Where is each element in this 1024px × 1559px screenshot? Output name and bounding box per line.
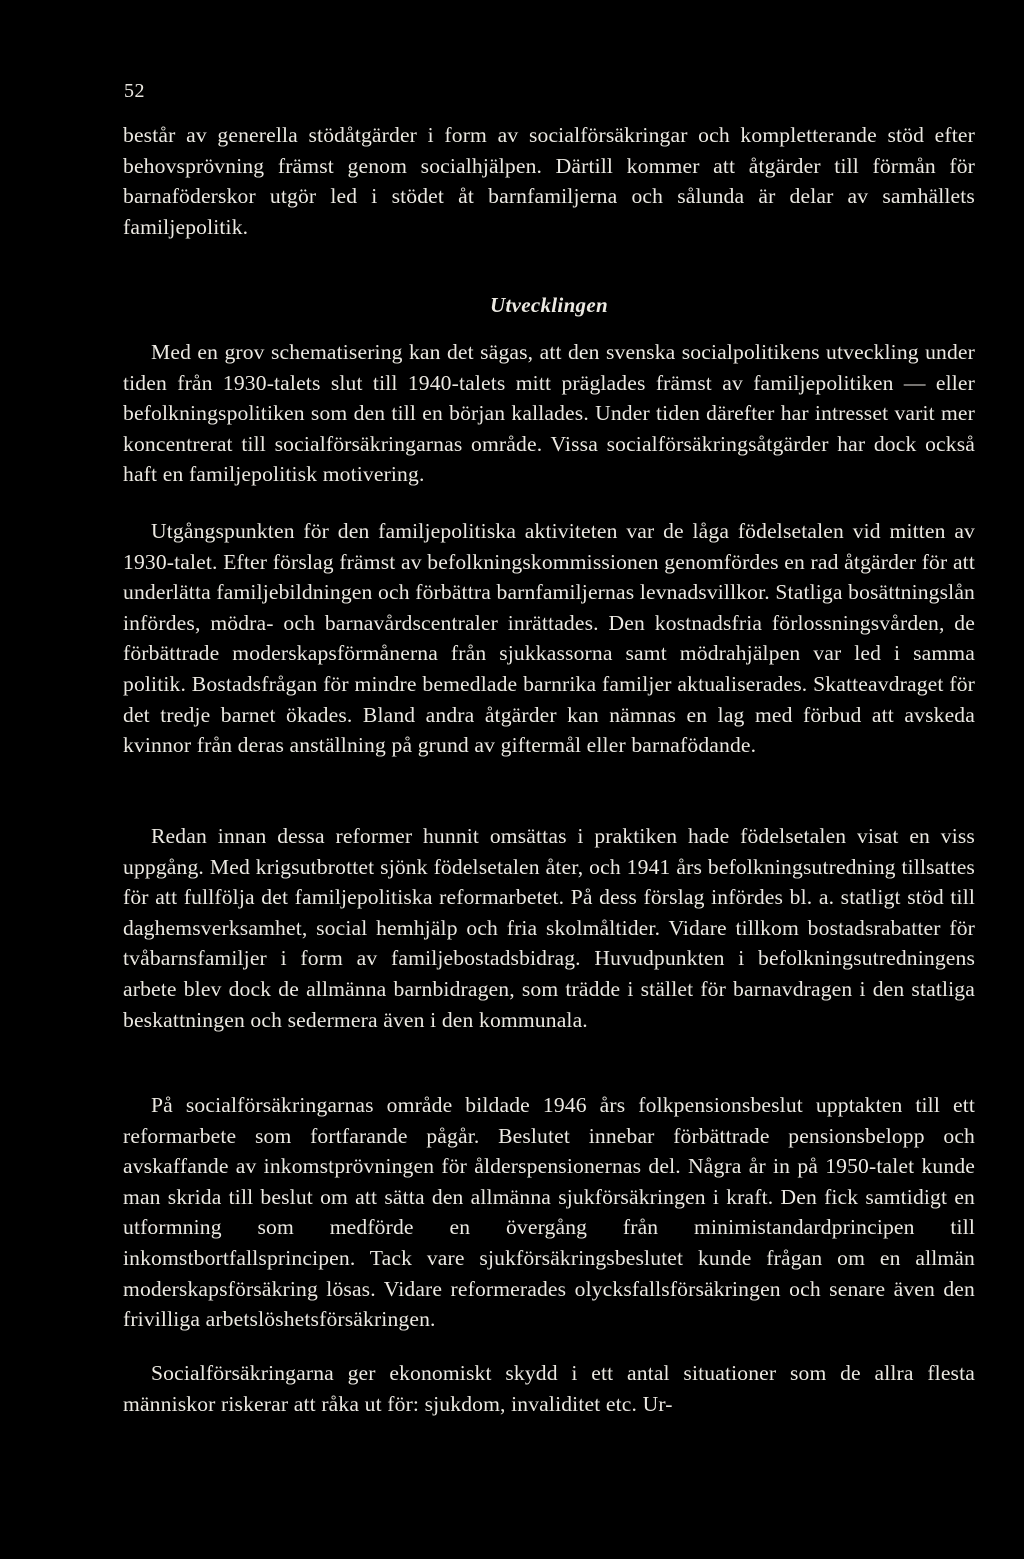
- section-heading: Utvecklingen: [490, 293, 608, 317]
- body-paragraph: Med en grov schematisering kan det sägas, att den svenska socialpolitikens utveckling under tiden från 1930-talets slut till 1940-talets mitt präglades främst av familjepolitiken — eller befolkningspolitiken som den till en början kallades. Under tiden därefter har intresset varit mer koncentrerat till socialförsäkringarnas område. Vissa socialförsäkringsåtgärder har dock också haft en familjepolitisk motivering.: [123, 340, 975, 487]
- body-paragraph: På socialförsäkringarnas område bildade 1946 års folkpensionsbeslut upptakten till ett reformarbete som fortfarande pågår. Beslutet innebar förbättrade pensionsbelopp och avskaffande av inkomstprövningen för ålderspensionernas del. Några år in på 1950-talet kunde man skrida till beslut om att sätta den allmänna sjukförsäkringen i kraft. Den fick samtidigt en utformning som medförde en övergång från minimistandardprincipen till inkomstbortfallsprincipen. Tack vare sjukförsäkringsbeslutet kunde frågan om en allmän moderskapsförsäkring lösas. Vidare reformerades olycksfallsförsäkringen och senare även den frivilliga arbetslöshetsförsäkringen.: [123, 1093, 975, 1332]
- page-number: 52: [124, 80, 145, 102]
- body-paragraph: Redan innan dessa reformer hunnit omsättas i praktiken hade födelsetalen visat en viss uppgång. Med krigsutbrottet sjönk födelsetalen åter, och 1941 års befolkningsutredning tillsattes för att fullfölja det familjepolitiska reformarbetet. På dess förslag infördes bl. a. statligt stöd till daghemsverksamhet, social hemhjälp och fria skolmåltider. Vidare tillkom bostadsrabatter för tvåbarnsfamiljer i form av familjebostadsbidrag. Huvudpunkten i befolkningsutredningens arbete blev dock de allmänna barnbidragen, som trädde i stället för barnavdragen i den statliga beskattningen och sedermera även i den kommunala.: [123, 824, 975, 1032]
- body-paragraph: Socialförsäkringarna ger ekonomiskt skydd i ett antal situationer som de allra flesta människor riskerar att råka ut för: sjukdom, invaliditet etc. Ur-: [123, 1361, 975, 1416]
- intro-paragraph: består av generella stödåtgärder i form av socialförsäkringar och kompletterande stöd efter behovsprövning främst genom socialhjälpen. Därtill kommer att åtgärder till förmån för barnaföderskor utgör led i stödet åt barnfamiljerna och sålunda är delar av samhällets familjepolitik.: [123, 123, 975, 239]
- body-paragraph: Utgångspunkten för den familjepolitiska aktiviteten var de låga födelsetalen vid mitten av 1930-talet. Efter förslag främst av befolkningskommissionen genomfördes en rad åtgärder för att underlätta familjebildningen och förbättra barnfamiljernas levnadsvillkor. Statliga bosättningslån infördes, mödra- och barnavårdscentraler inrättades. Den kostnadsfria förlossningsvården, de förbättrade moderskapsförmånerna från sjukkassorna samt mödrahjälpen var led i samma politik. Bostadsfrågan för mindre bemedlade barnrika familjer aktualiserades. Skatteavdraget för det tredje barnet ökades. Bland andra åtgärder kan nämnas en lag med förbud att avskeda kvinnor från deras anställning på grund av giftermål eller barnafödande.: [123, 519, 975, 758]
